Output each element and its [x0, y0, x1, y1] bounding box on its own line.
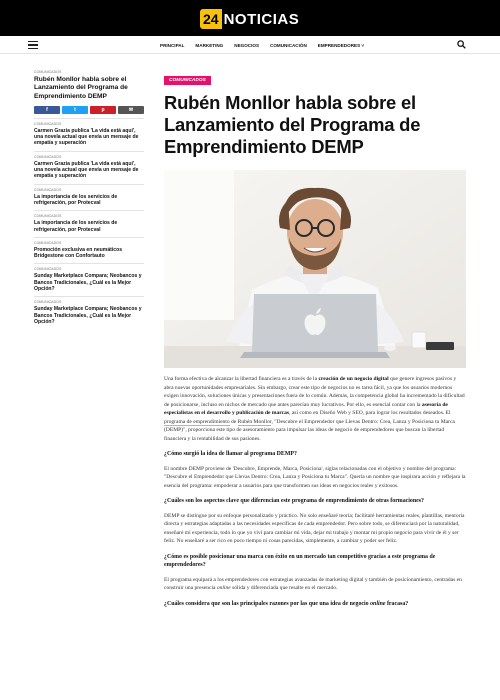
related-title[interactable]: Promoción exclusiva en neumáticos Bridgestone con Confortauto [34, 246, 123, 260]
logo-number: 24 [200, 9, 222, 29]
related-category[interactable]: COMUNICADOS [34, 240, 62, 245]
question-heading: ¿Cómo surgió la idea de llamar al programa DEMP? [164, 451, 297, 457]
article-paragraph: Una forma efectiva de alcanzar la libertad financiera es a través de la creación de un negocio digital que genere ingresos pasivos y abra nuevas oportunidades empresariales. Sin embargo, crear este tipo de negocios no es tarea fácil, ya que los usuarios modernos exigen innovación, soluciones únicas y presentaciones fuera de lo común. Además, la competencia global ha incrementado la dificultad de posicionarse, incluso en nichos de mercado que antes parecían muy lucrativos. Por ello, es esencial contar con la asesoría de especialistas en el desarrollo y publicación de marcas, así como en Diseño Web y SEO, para lograr los resultados deseados. El programa de emprendimiento de Rubén Monllor, "Descubre el Emprendedor que Llevas Dentro: Crea, Lanza y Posiciona tu Marca (DEMP)", proporciona este tipo de asesoramiento para impulsar las ideas de negocio de emprendedores que buscan la libertad financiera y la rentabilidad de sus pasiones. [164, 376, 465, 442]
article-paragraph: DEMP se distingue por su enfoque personalizado y práctico. No solo enseñaré teoría; facilitaré herramientas reales, plantillas, mentoría directa y estrategias adaptadas a las necesidades específicas de cada emprendedor. Pero sobre todo, se diferenciará por la naturalidad, enseñaré mi experiencia, todo lo que yo viví para cambiar mi vida, dejar mi trabajo y montar mi propio negocio para vivir de él y ser feliz. No enseñaré a ser rico en poco tiempo ni cosas parecidas, simplemente, a cambiar y poder ser feliz. [164, 512, 465, 545]
sidebar-related-item[interactable] [34, 263, 144, 292]
related-title[interactable]: Carmen Grazia publica 'La vida está aquí', una novela actual que envía un mensaje de empatía y superación [34, 127, 139, 147]
pinterest-share-button[interactable] [90, 106, 116, 114]
search-icon[interactable] [457, 40, 466, 49]
related-category[interactable]: COMUNICADOS [34, 214, 62, 219]
twitter-share-button[interactable] [62, 106, 88, 114]
hamburger-icon[interactable] [28, 41, 38, 49]
related-title[interactable]: La importancia de los servicios de refrigeración, por Protecval [34, 220, 118, 233]
sidebar-related-item[interactable] [34, 118, 144, 147]
nav-item-negocios[interactable]: NEGOCIOS [234, 42, 260, 48]
email-share-button[interactable] [118, 106, 144, 114]
facebook-share-button[interactable] [34, 106, 60, 114]
twitter-icon: t [74, 106, 76, 113]
sidebar-related-item[interactable] [34, 184, 144, 207]
article-title: Rubén Monllor habla sobre el Lanzamiento del Programa de Emprendimiento DEMP [164, 92, 421, 157]
related-category[interactable]: COMUNICADOS [34, 121, 62, 126]
sidebar-related-item[interactable] [34, 151, 144, 180]
related-title[interactable]: Carmen Grazia publica 'La vida está aquí', una novela actual que envía un mensaje de empatía y superación [34, 160, 139, 180]
main-navigation [0, 36, 500, 54]
nav-item-marketing[interactable]: MARKETING [195, 42, 224, 48]
related-title[interactable]: La importancia de los servicios de refrigeración, por Protecval [34, 193, 118, 206]
nav-item-principal[interactable]: PRINCIPAL [160, 42, 185, 48]
sidebar-related-item[interactable] [34, 237, 144, 260]
hero-image [164, 170, 466, 368]
article-paragraph: El nombre DEMP proviene de 'Descubre, Emprende, Marca, Posiciona', siglas relacionadas con el objetivo y nombre del programa: "Descubre el Emprendedor que Llevas Dentro: Crea, Lanza y Posiciona tu Marca". Quería un nombre que inspirara acción y reflejara la esencia del programa: empoderar a usuarios para que transformen sus ideas en negocios reales y exitosos. [164, 465, 466, 489]
sidebar-current-title: Rubén Monllor habla sobre el Lanzamiento del Programa de Emprendimiento DEMP [34, 76, 128, 100]
question-heading: ¿Cómo es posible posicionar una marca con éxito en un mercado tan competitivo gracias a este programa de emprendedores? [164, 553, 436, 569]
pinterest-icon: p [101, 106, 105, 113]
link-programa-emprendimiento[interactable]: programa de emprendimiento [164, 418, 230, 425]
logo-word: NOTICIAS [223, 10, 300, 28]
nav-item-emprendedores[interactable]: EMPRENDEDORES ˅ [317, 42, 365, 48]
share-buttons [34, 106, 144, 114]
sidebar-related-item[interactable] [34, 296, 144, 325]
question-heading: ¿Cuáles son los aspectos clave que diferencian este programa de emprendimiento de otras formaciones? [164, 498, 424, 505]
related-category[interactable]: COMUNICADOS [34, 300, 62, 305]
question-heading: ¿Cuáles considera que son las principales razones por las que una idea de negocio online fracasa? [164, 600, 409, 607]
nav-item-comunicacion[interactable]: COMUNICACIÓN [270, 42, 307, 48]
hero-photo [164, 170, 466, 368]
sidebar-related-item[interactable] [34, 210, 144, 233]
related-category[interactable]: COMUNICADOS [34, 267, 62, 272]
link-ruben-monllor[interactable]: Rubén Monllor [237, 418, 272, 425]
category-badge[interactable]: COMUNICADOS [164, 76, 211, 85]
sidebar-current-category[interactable]: COMUNICADOS [34, 70, 62, 74]
site-logo[interactable] [200, 8, 299, 30]
article-body [164, 375, 466, 608]
nav-items [160, 36, 364, 54]
sidebar [34, 70, 144, 325]
article-paragraph: El programa equipará a los emprendedores con estrategias avanzadas de marketing digital y también de posicionamiento, centradas en construir una presencia online sólida y diferenciada que resalte en el mercado. [164, 576, 462, 592]
related-title[interactable]: Sunday Marketplace Compara; Neobancos y Bancos Tradicionales, ¿Cuál es la Mejor Opción? [34, 273, 142, 293]
related-title[interactable]: Sunday Marketplace Compara; Neobancos y Bancos Tradicionales, ¿Cuál es la Mejor Opción? [34, 306, 142, 325]
article [164, 68, 466, 614]
related-category[interactable]: COMUNICADOS [34, 154, 62, 159]
related-category[interactable]: COMUNICADOS [34, 187, 62, 192]
facebook-icon: f [46, 106, 48, 113]
site-header [0, 0, 500, 36]
email-icon: ✉ [128, 106, 134, 113]
